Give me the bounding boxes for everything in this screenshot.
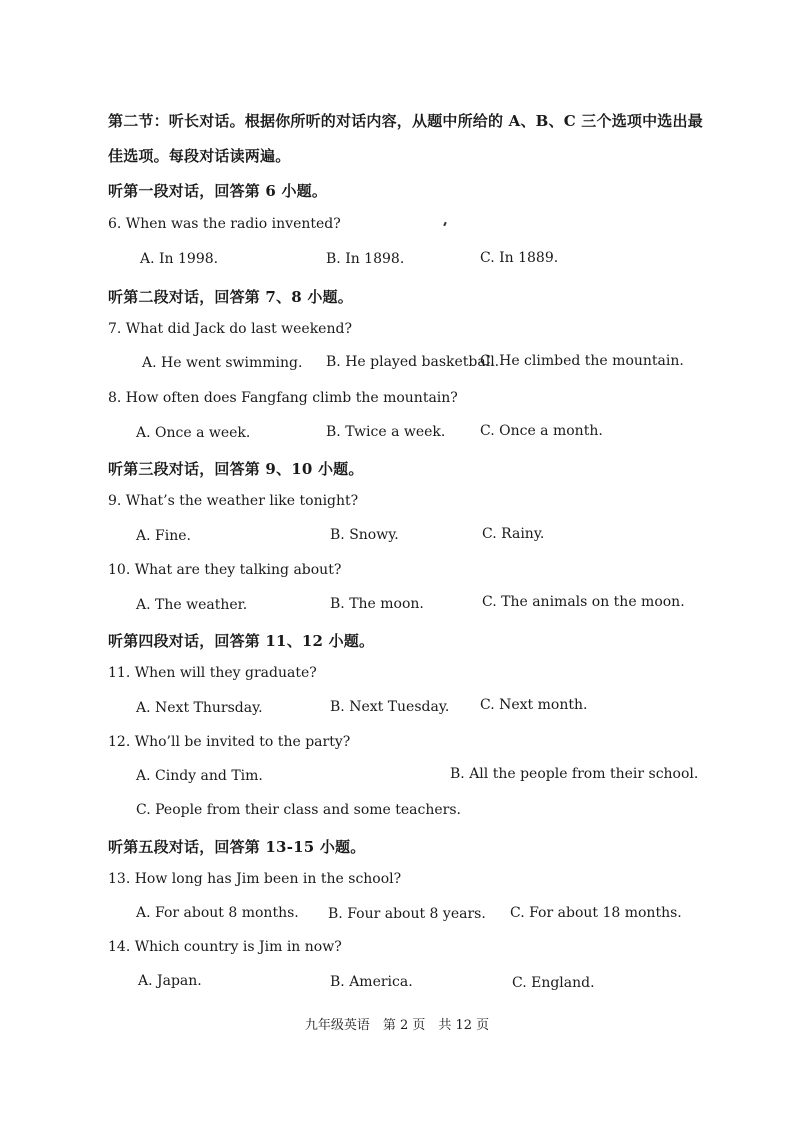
q8-option-b: B. Twice a week. <box>326 424 446 440</box>
q9-option-c: C. Rainy. <box>482 526 545 542</box>
page-footer: 九年级英语 第 2 页 共 12 页 <box>304 1018 490 1033</box>
q14-option-c: C. England. <box>512 975 595 991</box>
q10-option-c: C. The animals on the moon. <box>482 594 685 610</box>
dialogue-1-intro: 听第一段对话，回答第 6 小题。 <box>108 182 328 200</box>
scan-mark <box>443 222 447 226</box>
q12-option-c: C. People from their class and some teachers. <box>136 802 461 818</box>
question-12: 12. Who’ll be invited to the party? <box>108 734 351 750</box>
q11-option-b: B. Next Tuesday. <box>330 699 450 715</box>
section-heading-line1: 第二节：听长对话。根据你所听的对话内容，从题中所给的 A、B、C 三个选项中选出最 <box>108 112 703 130</box>
q14-option-a: A. Japan. <box>138 973 202 989</box>
q7-option-a: A. He went swimming. <box>142 355 303 371</box>
q12-option-a: A. Cindy and Tim. <box>136 768 263 784</box>
q13-option-a: A. For about 8 months. <box>136 905 299 921</box>
q10-option-a: A. The weather. <box>136 597 248 613</box>
dialogue-5-intro: 听第五段对话，回答第 13-15 小题。 <box>108 838 366 856</box>
q9-option-a: A. Fine. <box>136 528 191 544</box>
q7-option-c: C. He climbed the mountain. <box>480 353 684 369</box>
q12-option-b: B. All the people from their school. <box>450 766 699 782</box>
dialogue-2-intro: 听第二段对话，回答第 7、8 小题。 <box>108 288 353 306</box>
question-8: 8. How often does Fangfang climb the mountain? <box>108 390 458 406</box>
question-11: 11. When will they graduate? <box>108 665 317 681</box>
dialogue-3-intro: 听第三段对话，回答第 9、10 小题。 <box>108 460 364 478</box>
question-10: 10. What are they talking about? <box>108 562 342 578</box>
question-7: 7. What did Jack do last weekend? <box>108 321 352 337</box>
q6-option-c: C. In 1889. <box>480 250 559 266</box>
q8-option-a: A. Once a week. <box>136 425 251 441</box>
q8-option-c: C. Once a month. <box>480 423 603 439</box>
q10-option-b: B. The moon. <box>330 596 424 612</box>
q7-option-b: B. He played basketball. <box>326 354 500 370</box>
q14-option-b: B. America. <box>330 974 413 990</box>
question-6: 6. When was the radio invented? <box>108 216 341 232</box>
q9-option-b: B. Snowy. <box>330 527 399 543</box>
dialogue-4-intro: 听第四段对话，回答第 11、12 小题。 <box>108 632 375 650</box>
question-9: 9. What’s the weather like tonight? <box>108 493 359 509</box>
q11-option-c: C. Next month. <box>480 697 588 713</box>
question-13: 13. How long has Jim been in the school? <box>108 871 402 887</box>
q6-option-b: B. In 1898. <box>326 251 405 267</box>
section-heading-line2: 佳选项。每段对话读两遍。 <box>108 147 291 165</box>
question-14: 14. Which country is Jim in now? <box>108 939 342 955</box>
q6-option-a: A. In 1998. <box>140 251 219 267</box>
q13-option-b: B. Four about 8 years. <box>328 906 486 922</box>
q11-option-a: A. Next Thursday. <box>136 700 263 716</box>
q13-option-c: C. For about 18 months. <box>510 905 682 921</box>
